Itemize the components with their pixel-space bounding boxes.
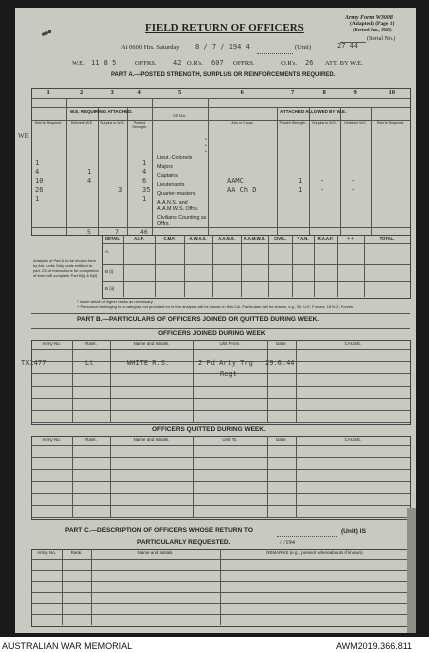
total-value: 5 (87, 228, 91, 236)
part-c-title-2: PARTICULARLY REQUESTED. (137, 539, 231, 546)
column-number: 3 (110, 89, 114, 96)
form-title: FIELD RETURN OF OFFICERS (145, 22, 304, 34)
analysis-foot-2: + Personnel belonging to a category not provided for in the analysis will be shown in this Col. Particulars will be shown, e.g., Br. U.K. Forces; 18 N.Z. Forces. (77, 304, 355, 309)
analysis-note: Analysis of Part A to be shown here by Ark. units Only units entitled to part. 23 of Instructions for completion of form will complete Part B(i) & B(ii) (33, 258, 99, 278)
column-number: 2 (80, 89, 84, 96)
col-rule (66, 98, 67, 235)
analysis-head: + + (347, 236, 354, 241)
column-header: Deficient W.E. (344, 121, 367, 125)
col1-value: 26 (35, 186, 44, 194)
col4-value: 35 (142, 186, 151, 194)
detail-row-label: A.A.N.S. and A.A.M.W.S. Offrs. (157, 200, 199, 212)
document-page (15, 8, 416, 633)
analysis-head: DETAIL (105, 236, 120, 241)
grid-head: Army No. (42, 341, 61, 346)
col8-value: - (320, 177, 325, 185)
unit-label: (Unit) (295, 44, 311, 51)
col2-value: 4 (87, 177, 92, 185)
column-number: 7 (291, 89, 295, 96)
att-handwritten: 26 (305, 59, 314, 67)
part-a-title: PART A.—POSTED STRENGTH, SURPLUS OR REINFORCEMENTS REQUIRED. (111, 72, 336, 78)
joined-army-no: TX1477 (21, 359, 47, 367)
column-header: Rein'ts Required. (34, 121, 63, 125)
total-value: 46 (140, 228, 148, 236)
detail-row-label: Civilians Counting as Offrs. (157, 215, 207, 227)
grid-row-rule (31, 398, 410, 399)
joined-name: WHITE R.S. (127, 359, 170, 367)
part-c-row-rule (31, 559, 410, 560)
analysis-col-rule (337, 235, 338, 297)
grid-head: Rank. (85, 341, 97, 346)
grid-head: CAUSE. (344, 341, 362, 346)
column-header: Surplus to W.E. (100, 121, 125, 125)
column-header: Deficient W.E. (70, 121, 94, 125)
joined-date: 29.6.44 (265, 359, 295, 367)
column-header: Posted Strength. (279, 121, 307, 125)
col1-value: 10 (35, 177, 44, 185)
col7-value: 1 (298, 177, 303, 185)
grid-head: Unit To. (222, 437, 238, 442)
part-b-rule (31, 328, 410, 329)
grid-row-rule (31, 349, 410, 350)
col-rule (309, 107, 310, 235)
part-c-row-rule (31, 592, 410, 593)
part-c-head: Rank. (70, 550, 83, 555)
group-left-head: W.E. REQUIRING ATTACHED. (70, 109, 133, 114)
grid-row-rule (31, 386, 410, 387)
analysis-head: R.A.A.F. (317, 236, 334, 241)
detail-dot: • (205, 150, 207, 155)
part-c-row-rule (31, 581, 410, 582)
analysis-col-rule (123, 235, 124, 297)
col4-value: 1 (142, 195, 147, 203)
grid-row-rule (31, 422, 410, 423)
grid-row-rule (31, 493, 410, 494)
analysis-col-rule (314, 235, 315, 297)
column-header: DETAIL. (173, 114, 187, 118)
column-header: Arm or Corps. (231, 121, 254, 125)
att-label: ATT. BY W.E. (325, 60, 363, 67)
grid-row-rule (31, 410, 410, 411)
col1-value: 1 (35, 159, 40, 167)
ors-label-1: O.R's. (187, 60, 203, 67)
column-number: 5 (178, 89, 182, 96)
analysis-col-rule (212, 235, 213, 297)
group-head-rule (31, 107, 410, 108)
footer-right: AWM2019.366.811 (336, 641, 413, 651)
analysis-head: CIVIL. (274, 236, 286, 241)
part-c-date: / /194 (280, 539, 295, 546)
col-rule (277, 107, 278, 235)
detail-row-label: Majors (157, 164, 173, 170)
analysis-head: A.W.A.S. (189, 236, 207, 241)
detail-dot: • (205, 138, 207, 143)
grid-row-rule (31, 469, 410, 470)
column-header: Surplus to W.E. (312, 121, 337, 125)
grid-row-rule (31, 457, 410, 458)
analysis-col-rule (364, 235, 365, 297)
part-b-title: PART B.—PARTICULARS OF OFFICERS JOINED OR QUITTED DURING WEEK. (77, 316, 320, 323)
ors-handwritten: 607 (211, 59, 224, 67)
joined-unit-from: 2 Fd Arty Trg (198, 359, 253, 367)
detail-row-label: Lieut.-Colonels (157, 155, 193, 161)
adapted-label: (Adapted) (Page 1) (350, 21, 395, 27)
part-c-head: Army No. (37, 550, 56, 555)
offrs-label-2: OFFRS. (233, 60, 255, 67)
arm-value: AAMC (227, 177, 244, 185)
column-number: 4 (137, 89, 141, 96)
grid-head: CAUSE. (344, 437, 362, 442)
detail-row-label: Lieutenants (157, 182, 185, 188)
detail-dot: • (205, 144, 207, 149)
part-b-top-rule (31, 313, 410, 314)
joined-unit-from-2: Regt (220, 370, 237, 378)
col1-value: 4 (35, 168, 40, 176)
col4-value: 6 (142, 177, 147, 185)
torn-edge (407, 508, 416, 633)
col-rule (98, 107, 99, 235)
part-c-row-rule (31, 603, 410, 604)
col-rule (208, 98, 209, 235)
grid-row-rule (31, 445, 410, 446)
col1-value: 1 (35, 195, 40, 203)
date-handwritten: 8 / 7 / 194 4 (195, 43, 250, 51)
analysis-row-label: B (ii) (105, 286, 115, 291)
analysis-col-rule (292, 235, 293, 297)
army-form-label: Army Form W3008 (345, 15, 393, 21)
col7-value: 1 (298, 186, 303, 194)
grid-head: Army No. (42, 437, 61, 442)
col4-value: 1 (142, 159, 147, 167)
col-rule (371, 107, 372, 235)
col-rule (152, 98, 153, 235)
ink-mark (48, 30, 51, 33)
quitted-title: OFFICERS QUITTED DURING WEEK. (152, 426, 266, 433)
col-rule (340, 107, 341, 235)
col4-value: 4 (142, 168, 147, 176)
unit-rule (257, 53, 293, 54)
column-number: 8 (322, 89, 326, 96)
col-number-rule (31, 98, 410, 99)
part-c-table (31, 549, 411, 627)
at-line: At 0600 Hrs. Saturday (121, 44, 180, 51)
grid-head: Rank. (85, 437, 97, 442)
column-header: Rein'ts Required. (376, 121, 405, 125)
analysis-head: A.I.F. (134, 236, 144, 241)
offrs-handwritten: 42 (173, 59, 182, 67)
grid-row-rule (31, 505, 410, 506)
joined-title: OFFICERS JOINED DURING WEEK (158, 330, 266, 337)
analysis-head: * A.N. (297, 236, 309, 241)
grid-head: Unit From. (219, 341, 241, 346)
joined-table (31, 340, 411, 425)
part-c-title-1: PART C.—DESCRIPTION OF OFFICERS WHOSE RETURN TO (65, 527, 253, 534)
column-header: Posted Strength. (132, 121, 147, 129)
analysis-head: A.A.N.S. (218, 236, 235, 241)
analysis-col-rule (241, 235, 242, 297)
col9-value: - (351, 186, 356, 194)
column-number: 10 (388, 89, 395, 96)
detail-row-label: Quarter-masters (157, 191, 196, 197)
we-margin-label: WE (18, 132, 29, 140)
grid-head: Date. (276, 341, 287, 346)
we-label: W.E. (72, 60, 85, 67)
group-right-head: ATTACHED ALLOWED BY W.E. (280, 109, 347, 114)
analysis-row-label: B (i) (105, 269, 114, 274)
analysis-head: TOTAL. (379, 236, 395, 241)
column-number: 9 (353, 89, 357, 96)
analysis-col-rule (268, 235, 269, 297)
analysis-foot-1: * Insert detail of higher ranks as necessary. (77, 299, 154, 304)
grid-row-rule (31, 517, 410, 518)
analysis-col-rule (184, 235, 185, 297)
detail-row-label: Captains (157, 173, 178, 179)
analysis-head: A.A.M.W.S. (243, 236, 266, 241)
offrs-label-1: OFFRS. (135, 60, 157, 67)
analysis-col-rule (155, 235, 156, 297)
column-number: 6 (240, 89, 244, 96)
serial-label: (Serial No.) (367, 36, 396, 42)
col3-value: 3 (118, 186, 123, 194)
grid-head: Name and Initials. (133, 437, 170, 442)
joined-rank: Lt (85, 359, 94, 367)
grid-row-rule (31, 481, 410, 482)
footer-left: AUSTRALIAN WAR MEMORIAL (2, 641, 133, 651)
footer-bar (0, 637, 429, 653)
total-value: 7 (115, 228, 119, 236)
part-c-head: Name and Initials. (137, 550, 174, 555)
part-c-unit-rule (277, 536, 337, 537)
unit-handwritten: 27 44 (337, 42, 359, 50)
part-c-unit-label: (Unit) IS (341, 528, 366, 535)
we-values-handwritten: 11 8 5 (91, 59, 117, 67)
arm-value: AA Ch D (227, 186, 257, 194)
col9-value: - (351, 177, 356, 185)
col8-value: - (320, 186, 325, 194)
grid-head: Name and Initials. (133, 341, 170, 346)
analysis-head: C.M.F. (163, 236, 176, 241)
ors-label-2: O.R's. (281, 60, 297, 67)
revised-label: (Revised Jan., 1945) (353, 27, 392, 32)
analysis-row-label: A. (105, 249, 110, 254)
part-c-head: REMARKS (e.g., present whereabouts if known). (266, 550, 364, 555)
quitted-table (31, 436, 411, 520)
col2-value: 1 (87, 168, 92, 176)
part-c-row-rule (31, 614, 410, 615)
column-number: 1 (46, 89, 50, 96)
part-c-row-rule (31, 570, 410, 571)
grid-head: Date. (276, 437, 287, 442)
